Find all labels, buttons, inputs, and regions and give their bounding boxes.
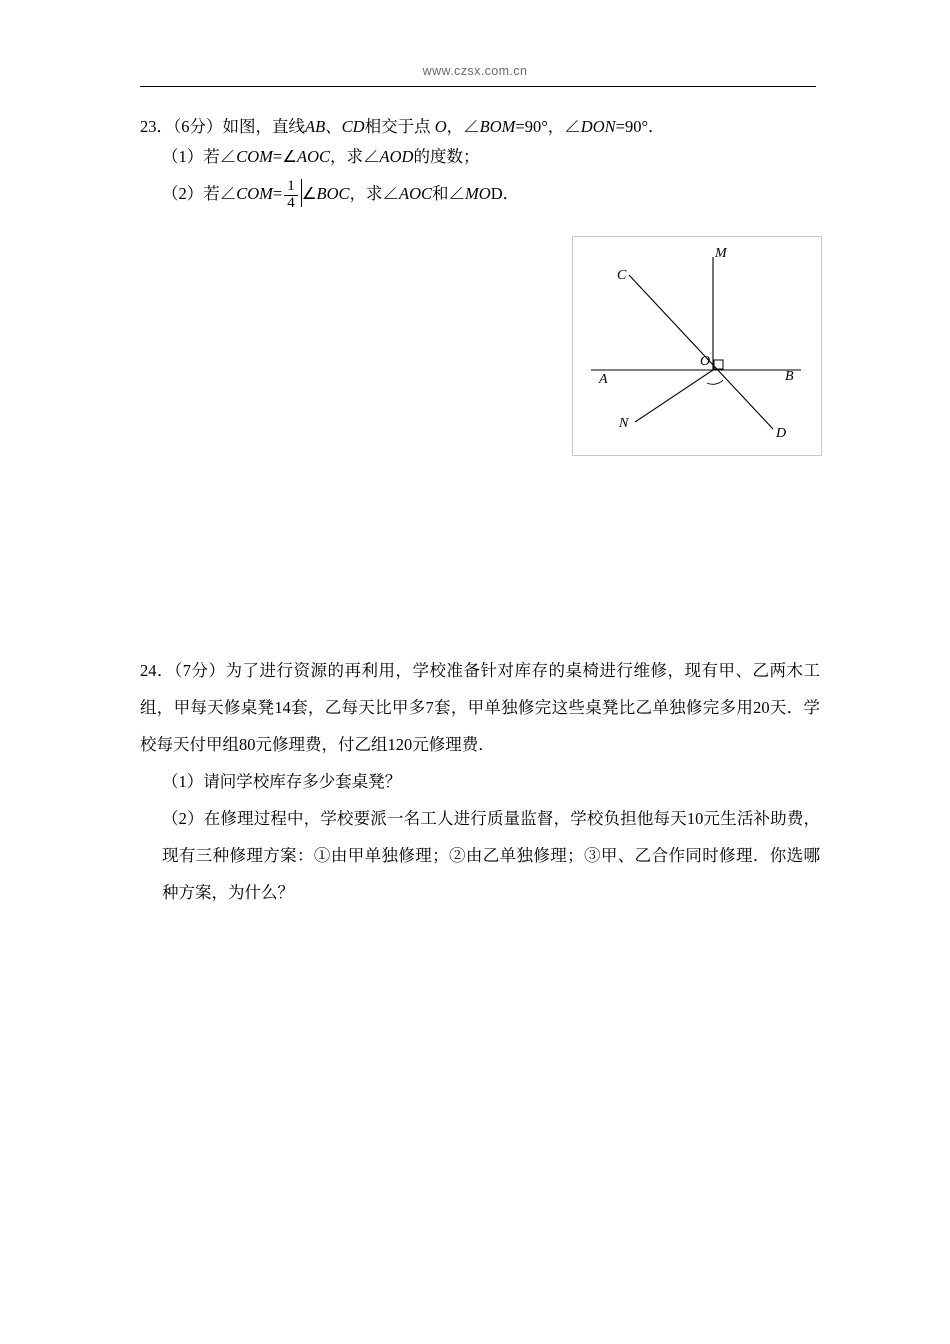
question-23-stem: [140, 112, 820, 142]
question-23-part-2: [140, 172, 820, 216]
q23-p2-com: COM: [236, 184, 273, 203]
q23-stem-part1: 23．（6分）如图，直线: [140, 117, 305, 136]
q23-p1-text4: 的度数；: [413, 147, 480, 166]
svg-text:A: A: [599, 372, 608, 387]
q23-point-o: O: [434, 117, 447, 136]
q23-p2-text1: （2）若∠: [162, 184, 237, 203]
geometry-figure-23: [572, 236, 822, 456]
svg-text:O: O: [700, 354, 711, 369]
q23-p2-angle: ∠: [301, 184, 317, 203]
svg-text:N: N: [619, 416, 629, 431]
document-content: [140, 112, 820, 902]
question-24-part-2: （2）在修理过程中，学校要派一名工人进行质量监督，学校负担他每天10元生活补助费，现有三种修理方案：①由甲单独修理；②由乙单独修理；③甲、乙合作同时修理．你选哪种方案，为什么？: [162, 809, 820, 902]
q23-p2-mo: MO: [465, 184, 491, 203]
q23-p1-text1: （1）若∠: [162, 147, 237, 166]
q23-p2-boc: BOC: [316, 184, 350, 203]
q23-stem-part5: =90°．: [615, 117, 665, 136]
question-24-stem: 24．（7分）为了进行资源的再利用，学校准备针对库存的桌椅进行维修，现有甲、乙两木工组，甲每天修桌凳14套，乙每天比甲多7套，甲单独修完这些桌凳比乙单独修完多用20天．学校每天付甲组80元修理费，付乙组120元修理费．: [140, 661, 820, 754]
q23-p1-aod: AOD: [379, 147, 414, 166]
header-divider: [140, 86, 816, 87]
q23-stem-part3: ，∠: [446, 117, 480, 136]
svg-text:B: B: [785, 369, 794, 384]
q23-line-ab: AB: [305, 117, 326, 136]
page-header: [0, 62, 950, 80]
question-23-part-1: [140, 142, 820, 172]
question-24-part-1: （1）请问学校库存多少套桌凳？: [162, 772, 402, 791]
fraction-denominator: 4: [284, 195, 298, 212]
q23-p1-aoc: AOC: [297, 147, 331, 166]
q23-stem-part2: 相交于点: [364, 117, 431, 136]
question-24: [140, 652, 820, 911]
q23-angle-don: DON: [580, 117, 616, 136]
fraction-one-quarter: [284, 179, 298, 212]
q23-line-cd: CD: [341, 117, 365, 136]
q23-angle-bom: BOM: [479, 117, 516, 136]
q23-p1-text3: ，求∠: [330, 147, 380, 166]
q23-stem-sep: 、: [325, 117, 342, 136]
q23-p2-text4: D．: [490, 184, 520, 203]
question-23: [140, 112, 820, 441]
q23-p2-eq: =: [272, 184, 283, 203]
svg-text:D: D: [776, 426, 787, 441]
q23-p1-com: COM: [236, 147, 273, 166]
svg-text:C: C: [617, 268, 627, 283]
fraction-numerator: 1: [287, 178, 295, 195]
q23-p2-text3: 和∠: [432, 184, 466, 203]
q23-p2-text2: ，求∠: [349, 184, 400, 203]
q23-stem-part4: =90°，∠: [515, 117, 581, 136]
header-url: www.czsx.com.cn: [422, 64, 528, 78]
svg-text:M: M: [715, 246, 727, 261]
q23-p1-text2: =∠: [272, 147, 298, 166]
q23-p2-aoc: AOC: [399, 184, 433, 203]
